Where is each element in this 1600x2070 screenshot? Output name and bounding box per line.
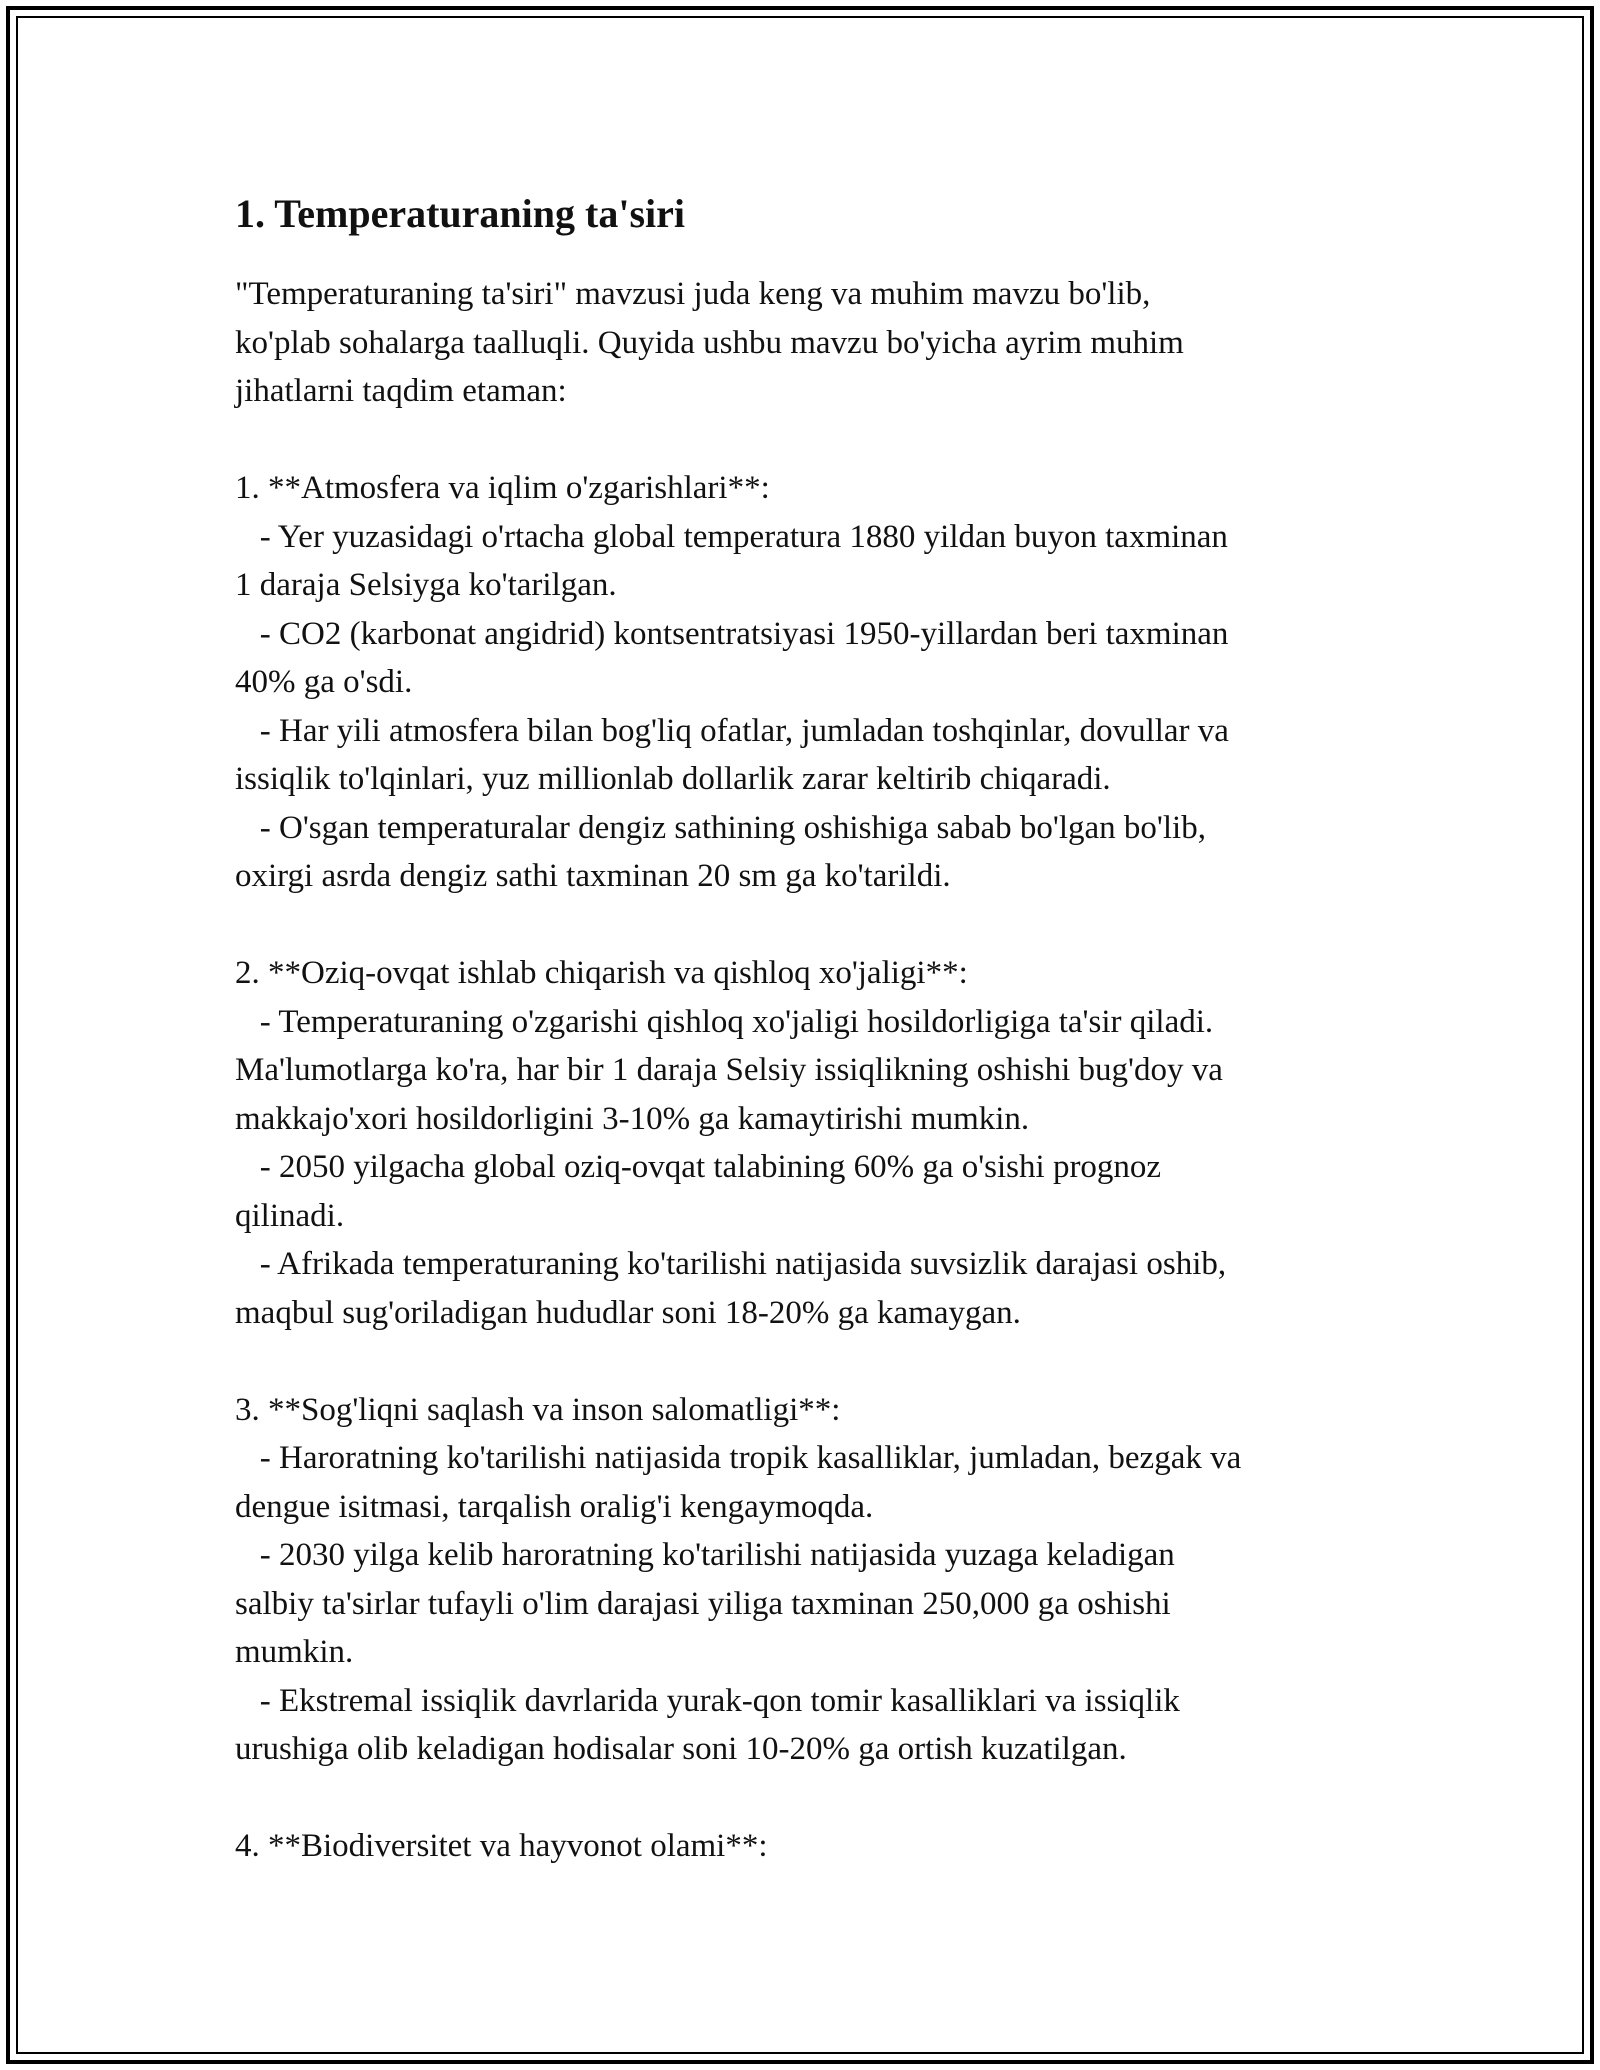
document-content	[235, 186, 1355, 1871]
document-title: 1. Temperaturaning ta'siri	[235, 191, 686, 236]
document-body-text: "Temperaturaning ta'siri" mavzusi juda keng va muhim mavzu bo'lib, ko'plab sohalarga taalluqli. Quyida ushbu mavzu bo'yicha ayrim muhim jihatlarni taqdim etaman: 1. **Atmosfera va iqlim o'zgarishlari**: - Yer yuzasidagi o'rtacha global temperatura 1880 yildan buyon taxminan 1 daraja Selsiyga ko'tarilgan. - CO2 (karbonat angidrid) kontsentratsiyasi 1950-yillardan beri taxminan 40% ga o'sdi. - Har yili atmosfera bilan bog'liq ofatlar, jumladan toshqinlar, dovullar va issiqlik to'lqinlari, yuz millionlab dollarlik zarar keltirib chiqaradi. - O'sgan temperaturalar dengiz sathining oshishiga sabab bo'lgan bo'lib, oxirgi asrda dengiz sathi taxminan 20 sm ga ko'tarildi. 2. **Oziq-ovqat ishlab chiqarish va qishloq xo'jaligi**: - Temperaturaning o'zgarishi qishloq xo'jaligi hosildorligiga ta'sir qiladi. Ma'lumotlarga ko'ra, har bir 1 daraja Selsiy issiqlikning oshishi bug'doy va makkajo'xori hosildorligini 3-10% ga kamaytirishi mumkin. - 2050 yilgacha global oziq-ovqat talabining 60% ga o'sishi prognoz qilinadi. - Afrikada temperaturaning ko'tarilishi natijasida suvsizlik darajasi oshib, maqbul sug'oriladigan hududlar soni 18-20% ga kamaygan. 3. **Sog'liqni saqlash va inson salomatligi**: - Haroratning ko'tarilishi natijasida tropik kasalliklar, jumladan, bezgak va dengue isitmasi, tarqalish oralig'i kengaymoqda. - 2030 yilga kelib haroratning ko'tarilishi natijasida yuzaga keladigan salbiy ta'sirlar tufayli o'lim darajasi yiliga taxminan 250,000 ga oshishi mumkin. - Ekstremal issiqlik davrlarida yurak-qon tomir kasalliklari va issiqlik urushiga olib keladigan hodisalar soni 10-20% ga ortish kuzatilgan. 4. **Biodiversitet va hayvonot olami**:	[235, 276, 1242, 1864]
